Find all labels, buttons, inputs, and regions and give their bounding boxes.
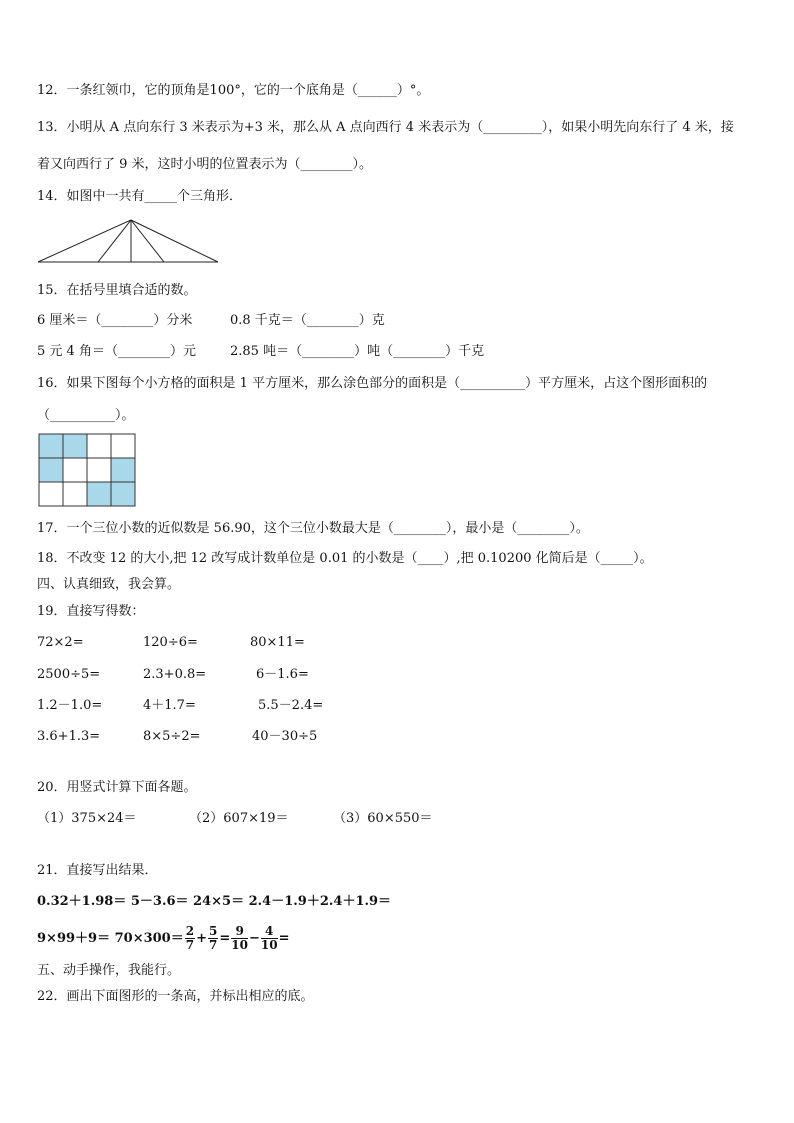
grid-cell: [63, 482, 87, 506]
calc-row1-col1: 72×2=: [37, 635, 84, 650]
question-21-line2: 9×99＋9＝ 70×300＝ $\frac{2}{7}$ + $\frac{5}{7}$ = $\frac{9}{10}$ − $\frac{4}{10}$ =: [37, 924, 290, 952]
grid-cell: [63, 458, 87, 482]
question-15-d: 2.85 吨＝（________）吨（________）千克: [230, 344, 485, 359]
question-15-c: 5 元 4 角＝（________）元: [37, 344, 196, 359]
section-4-heading: 四、认真细致，我会算。: [37, 577, 181, 592]
vertical-calc-1: （1）375×24＝: [37, 811, 137, 826]
grid-cell: [39, 434, 63, 458]
fraction-2-7: $\frac{2}{7}$: [185, 924, 195, 952]
question-13-line1: 13．小明从 A 点向东行 3 米表示为+3 米，那么从 A 点向西行 4 米表示为（_________），如果小明先向东行了 4 米，接: [37, 120, 734, 135]
vertical-calc-3: （3）60×550＝: [333, 811, 433, 826]
triangle-fan-figure: [36, 216, 226, 266]
question-15-b: 0.8 千克＝（________）克: [230, 313, 385, 328]
question-12: 12．一条红领巾，它的顶角是100°，它的一个底角是（______）°。: [37, 83, 430, 98]
fraction-9-10: $\frac{9}{10}$: [231, 924, 248, 952]
question-22: 22．画出下面图形的一条高，并标出相应的底。: [37, 989, 314, 1004]
question-20: 20．用竖式计算下面各题。: [37, 780, 197, 795]
question-13-line2: 着又向西行了 9 米，这时小明的位置表示为（________）。: [37, 157, 373, 172]
question-21-line1: 0.32＋1.98＝ 5－3.6＝ 24×5＝ 2.4－1.9＋2.4＋1.9＝: [37, 894, 392, 909]
calc-row3-col1: 1.2－1.0=: [37, 698, 103, 713]
calc-row2-col2: 2.3+0.8=: [143, 667, 207, 682]
grid-cell: [111, 434, 135, 458]
calc-row1-col2: 120÷6=: [143, 635, 198, 650]
grid-cell: [39, 458, 63, 482]
grid-cell: [87, 434, 111, 458]
calc-row2-col3: 6－1.6=: [256, 667, 309, 682]
grid-cell: [63, 434, 87, 458]
question-19: 19．直接写得数：: [37, 604, 145, 619]
question-14: 14．如图中一共有_____个三角形．: [37, 189, 243, 204]
section-5-heading: 五、动手操作，我能行。: [37, 963, 181, 978]
question-15-a: 6 厘米＝（________）分米: [37, 313, 193, 328]
grid-cell: [87, 482, 111, 506]
question-16-line1: 16．如果下图每个小方格的面积是 1 平方厘米，那么涂色部分的面积是（__________）平方厘米，占这个图形面积的: [37, 376, 708, 391]
fraction-5-7: $\frac{5}{7}$: [209, 924, 218, 952]
calc-row1-col3: 80×11=: [250, 635, 305, 650]
question-16-line2: （__________）。: [37, 408, 135, 423]
question-21: 21．直接写出结果．: [37, 863, 158, 878]
calc-row4-col3: 40－30÷5: [252, 729, 318, 744]
shaded-grid-figure: [38, 433, 138, 509]
calc-row3-col2: 4＋1.7=: [143, 698, 196, 713]
question-15: 15．在括号里填合适的数。: [37, 283, 197, 298]
grid-cell: [87, 458, 111, 482]
question-17: 17．一个三位小数的近似数是 56.90，这个三位小数最大是（________），最小是（________）。: [37, 521, 589, 536]
vertical-calc-2: （2）607×19＝: [189, 811, 289, 826]
grid-cell: [111, 458, 135, 482]
calc-row2-col1: 2500÷5=: [37, 667, 101, 682]
fraction-4-10: $\frac{4}{10}$: [260, 924, 278, 952]
question-18: 18．不改变 12 的大小,把 12 改写成计数单位是 0.01 的小数是（____）,把 0.10200 化简后是（_____）。: [37, 551, 653, 566]
calc-row4-col2: 8×5÷2=: [143, 729, 201, 744]
calc-row3-col3: 5.5－2.4=: [258, 698, 324, 713]
question-21-line2-start: 9×99＋9＝ 70×300＝: [37, 931, 184, 946]
calc-row4-col1: 3.6+1.3=: [37, 729, 101, 744]
grid-cell: [39, 482, 63, 506]
grid-cell: [111, 482, 135, 506]
